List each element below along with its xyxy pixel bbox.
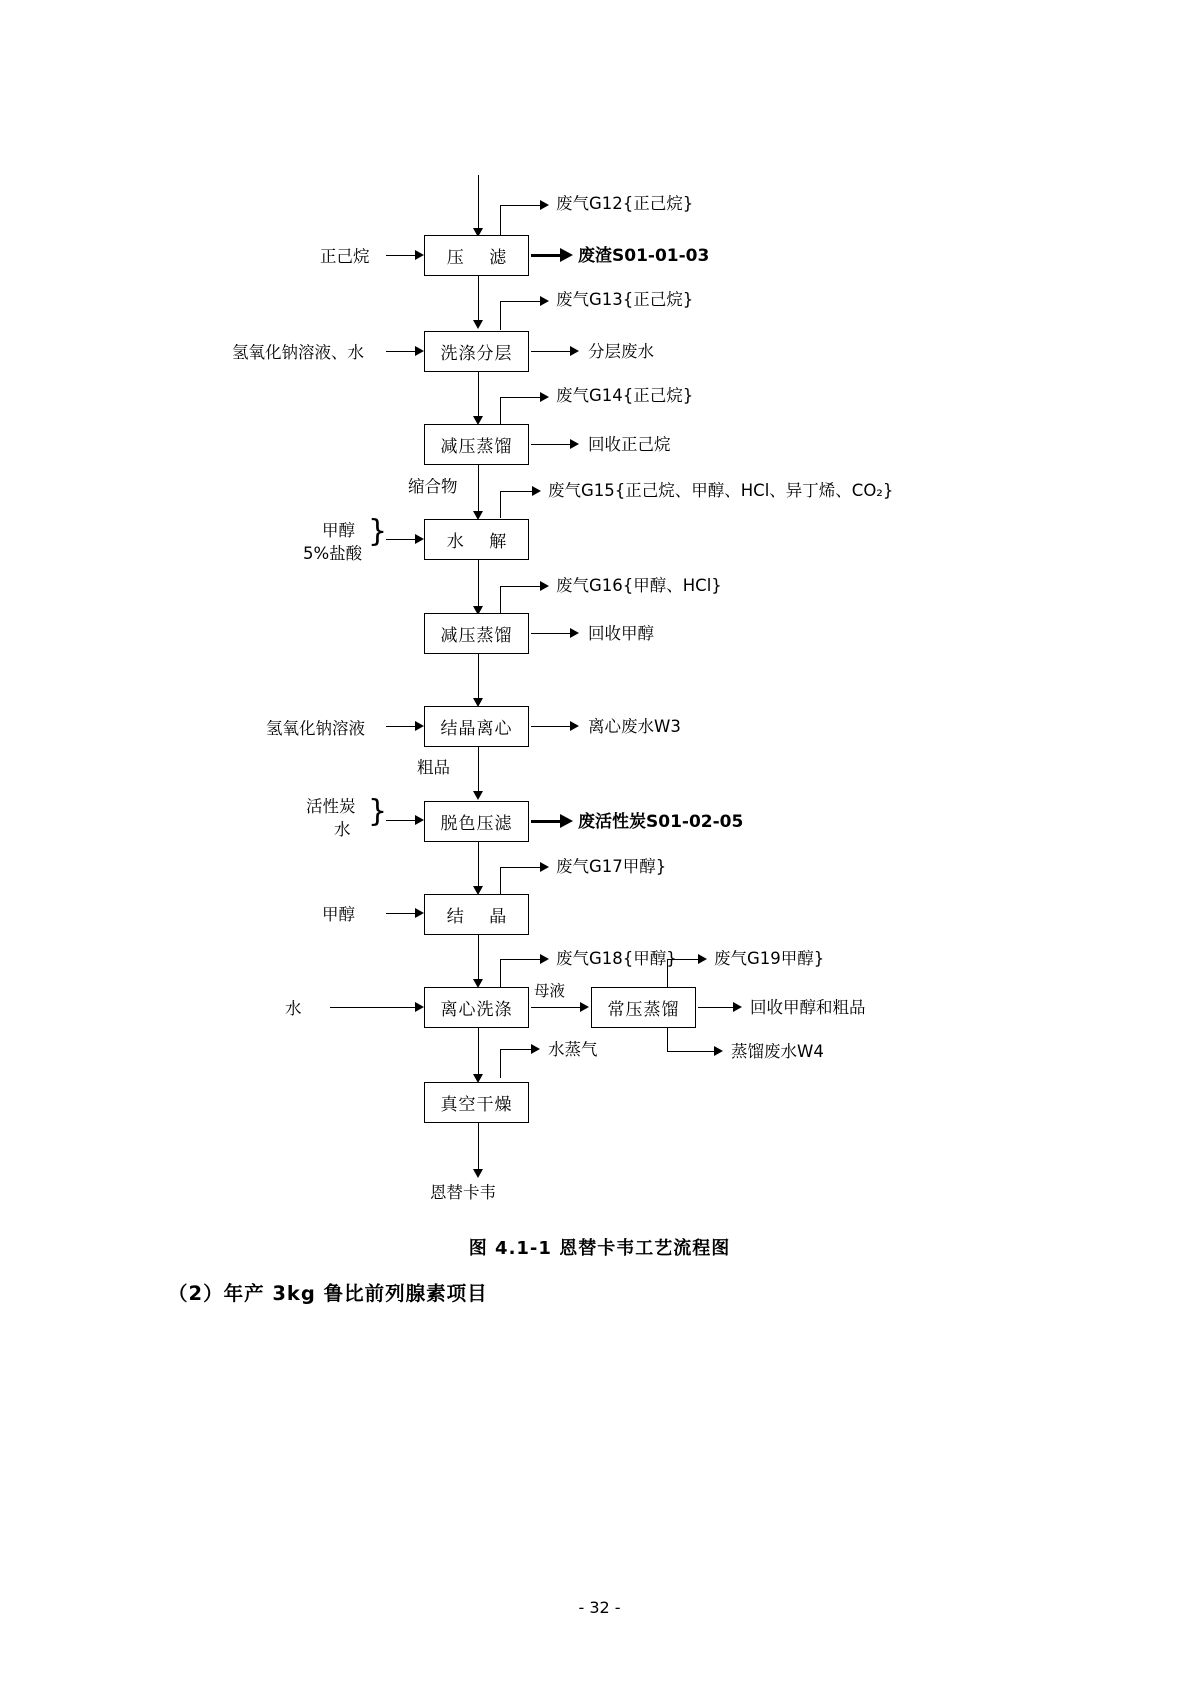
connector-n-hexane [386, 255, 418, 256]
arrowhead-recover-methanol [570, 628, 579, 638]
arrowhead-naoh-solution [415, 721, 424, 731]
connector-pressfilter-to-wash [478, 276, 479, 326]
arrowhead-g17 [540, 862, 549, 872]
label-centrifuge-wastewater-w3: 离心废水W3 [588, 717, 681, 736]
arrowhead-decolor-inputs [415, 815, 424, 825]
box-crystal-centrifuge[interactable]: 结晶离心 [424, 706, 529, 747]
connector-wash-to-distill1 [478, 372, 479, 422]
label-input-naoh-water: 氢氧化钠溶液、水 [232, 343, 364, 362]
section-heading: （2）年产 3kg 鲁比前列腺素项目 [168, 1282, 488, 1305]
connector-g18-vertical [500, 960, 501, 987]
connector-g17-horizontal [500, 867, 542, 868]
connector-g15-horizontal [500, 491, 534, 492]
label-final-product: 恩替卡韦 [430, 1183, 496, 1202]
connector-g14-vertical [500, 398, 501, 426]
arrowhead-final-product [473, 1169, 483, 1178]
label-input-hcl-5pct: 5%盐酸 [303, 544, 363, 563]
label-waste-gas-g19: 废气G19甲醇} [714, 949, 825, 968]
label-recover-hexane: 回收正己烷 [588, 435, 671, 454]
arrowhead-decolor [473, 791, 483, 800]
connector-recover-hexane [531, 444, 573, 445]
box-vacuum-dry[interactable]: 真空干燥 [424, 1082, 529, 1123]
arrowhead-methanol-2 [415, 908, 424, 918]
arrowhead-g13 [540, 296, 549, 306]
label-steam: 水蒸气 [548, 1040, 598, 1059]
connector-hydrolysis-to-distill2 [478, 560, 479, 612]
connector-waste-residue [531, 254, 563, 257]
label-waste-residue: 废渣S01-01-03 [578, 246, 710, 266]
box-centrifuge-wash[interactable]: 离心洗涤 [424, 987, 529, 1028]
label-recover-methanol-crude: 回收甲醇和粗品 [750, 998, 866, 1017]
box-decolor-press-filter[interactable]: 脱色压滤 [424, 801, 529, 842]
label-input-methanol-1: 甲醇 [322, 521, 355, 540]
arrowhead-g19 [698, 954, 707, 964]
connector-decolor-inputs [386, 820, 418, 821]
label-waste-carbon: 废活性炭S01-02-05 [578, 812, 744, 832]
arrowhead-steam [531, 1044, 540, 1054]
label-mother-liquor: 母液 [534, 982, 566, 1000]
connector-distill1-to-hydrolysis [478, 465, 479, 517]
connector-crystallize-to-centrifugewash [478, 935, 479, 985]
arrowhead-wash-separate [473, 320, 483, 329]
label-input-methanol-2: 甲醇 [322, 905, 355, 924]
label-waste-gas-g13: 废气G13{正己烷} [556, 290, 694, 309]
connector-top-inlet [478, 175, 479, 233]
connector-decolor-to-crystallize [478, 842, 479, 892]
arrowhead-naoh-water [415, 346, 424, 356]
connector-g13-horizontal [500, 301, 542, 302]
connector-naoh-solution [386, 726, 418, 727]
arrowhead-g16 [540, 581, 549, 591]
connector-g16-vertical [500, 587, 501, 613]
figure-caption: 图 4.1-1 恩替卡韦工艺流程图 [468, 1238, 731, 1259]
arrowhead-g18 [540, 954, 549, 964]
brace-decolor-inputs: } [368, 794, 388, 829]
arrowhead-waste-residue [560, 248, 573, 262]
box-atmospheric-distill[interactable]: 常压蒸馏 [591, 987, 696, 1028]
connector-naoh-water [386, 351, 418, 352]
label-waste-gas-g17: 废气G17甲醇} [556, 857, 667, 876]
arrowhead-w4 [714, 1046, 723, 1056]
brace-hydrolysis-inputs: } [368, 514, 388, 549]
connector-centrifuge-wastewater [531, 726, 573, 727]
arrowhead-recover-methanol-crude [733, 1002, 742, 1012]
arrowhead-water-2 [415, 1002, 424, 1012]
arrowhead-g15 [532, 486, 541, 496]
box-wash-separate[interactable]: 洗涤分层 [424, 331, 529, 372]
connector-vacuumdry-to-product [478, 1123, 479, 1175]
connector-g18-horizontal [500, 959, 542, 960]
connector-distill2-to-crystalcentrifuge [478, 654, 479, 704]
connector-crystalcentrifuge-to-decolor [478, 747, 479, 797]
label-waste-gas-g15: 废气G15{正己烷、甲醇、HCl、异丁烯、CO₂} [548, 481, 894, 500]
label-waste-gas-g18: 废气G18{甲醇} [556, 949, 677, 968]
connector-waste-carbon [531, 820, 563, 823]
label-distill-wastewater-w4: 蒸馏废水W4 [731, 1042, 824, 1061]
box-crystallize[interactable]: 结 晶 [424, 894, 529, 935]
connector-hydrolysis-inputs [386, 539, 418, 540]
connector-steam-vertical [500, 1050, 501, 1078]
connector-w4-horizontal [667, 1051, 717, 1052]
label-crude-product: 粗品 [417, 758, 450, 777]
connector-layered-wastewater [531, 351, 573, 352]
label-input-activated-carbon: 活性炭 [306, 797, 356, 816]
arrowhead-g12 [540, 200, 549, 210]
connector-centrifugewash-to-vacuumdry [478, 1028, 479, 1080]
arrowhead-mother-liquor [580, 1002, 589, 1012]
connector-g19-vertical [667, 960, 668, 988]
label-input-water-2: 水 [285, 999, 302, 1018]
arrowhead-waste-carbon [560, 814, 573, 828]
connector-recover-methanol-crude [698, 1007, 736, 1008]
box-hydrolysis[interactable]: 水 解 [424, 519, 529, 560]
connector-g13-vertical [500, 302, 501, 330]
box-press-filter[interactable]: 压 滤 [424, 235, 529, 276]
arrowhead-g14 [540, 392, 549, 402]
arrowhead-hydrolysis-inputs [415, 534, 424, 544]
connector-g12-vertical [500, 206, 501, 236]
connector-water-2 [330, 1007, 418, 1008]
connector-recover-methanol [531, 633, 573, 634]
arrowhead-centrifuge-wastewater [570, 721, 579, 731]
label-waste-gas-g12: 废气G12{正己烷} [556, 194, 694, 213]
arrowhead-recover-hexane [570, 439, 579, 449]
connector-g17-vertical [500, 868, 501, 894]
label-recover-methanol: 回收甲醇 [588, 624, 654, 643]
connector-g14-horizontal [500, 397, 542, 398]
connector-g15-vertical [500, 492, 501, 518]
connector-g19-horizontal [667, 959, 701, 960]
label-input-water-1: 水 [334, 820, 351, 839]
connector-w4-vertical [667, 1028, 668, 1052]
page-number: - 32 - [578, 1598, 621, 1617]
connector-steam-horizontal [500, 1049, 534, 1050]
arrowhead-n-hexane [415, 250, 424, 260]
label-waste-gas-g16: 废气G16{甲醇、HCl} [556, 576, 722, 595]
label-input-naoh-solution: 氢氧化钠溶液 [266, 719, 365, 738]
box-vacuum-distill-2[interactable]: 减压蒸馏 [424, 613, 529, 654]
label-input-n-hexane: 正己烷 [320, 247, 370, 266]
connector-methanol-2 [386, 913, 418, 914]
connector-mother-liquor [531, 1007, 583, 1008]
connector-g16-horizontal [500, 586, 542, 587]
label-condensate: 缩合物 [408, 477, 458, 496]
label-layered-wastewater: 分层废水 [588, 342, 654, 361]
arrowhead-layered-wastewater [570, 346, 579, 356]
connector-g12-horizontal [500, 205, 542, 206]
label-waste-gas-g14: 废气G14{正己烷} [556, 386, 694, 405]
box-vacuum-distill-1[interactable]: 减压蒸馏 [424, 424, 529, 465]
